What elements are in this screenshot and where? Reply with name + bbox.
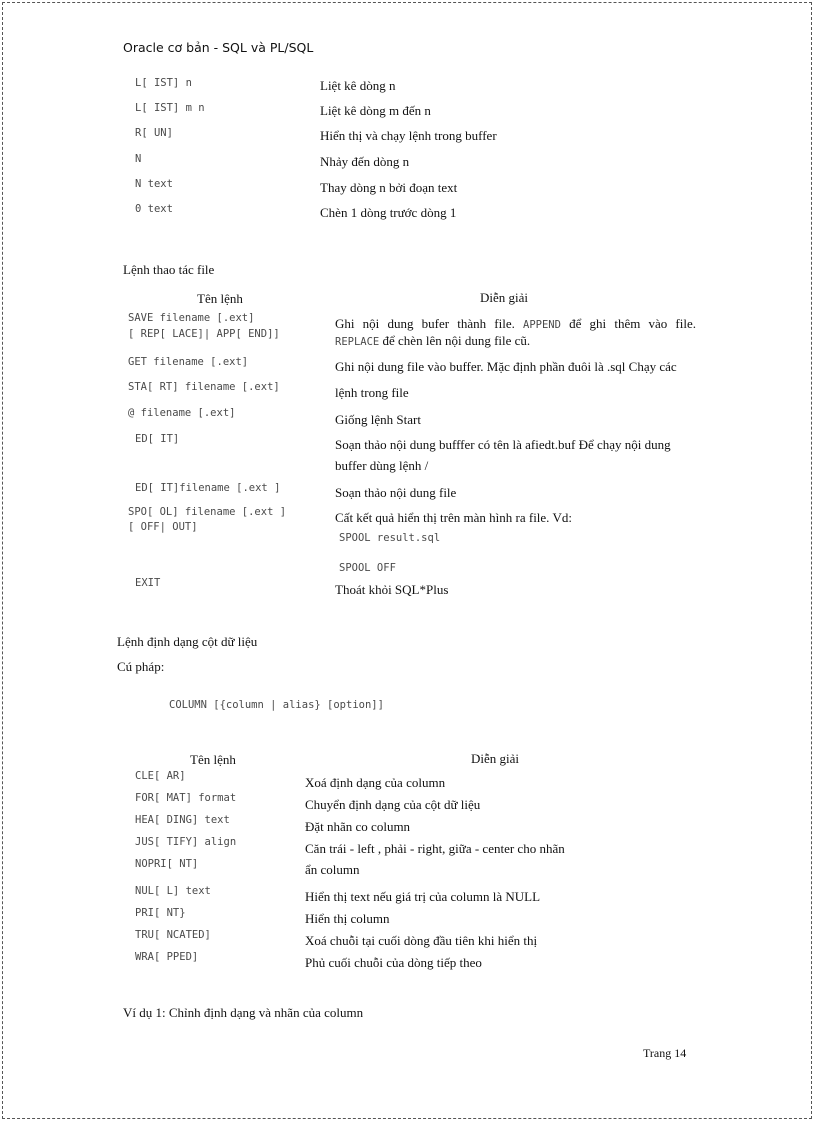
command-description: Hiển thị và chạy lệnh trong buffer [320, 128, 497, 143]
command-description: Ghi nội dung bufer thành file. APPEND để ghi thêm vào file. [335, 316, 697, 331]
command-name: SAVE filename [.ext] [128, 312, 255, 324]
command-name: N [135, 153, 142, 165]
command-name: HEA[ DING] text [135, 814, 230, 826]
command-description: Xoá chuỗi tại cuối dòng đầu tiên khi hiển thị [305, 933, 538, 948]
command-name: [ REP[ LACE]| APP[ END]] [128, 328, 280, 340]
column-header-description: Diễn giải [480, 290, 529, 305]
command-description: lệnh trong file [335, 385, 409, 400]
command-description: ẩn column [305, 862, 360, 877]
command-description: Chuyển định dạng của cột dữ liệu [305, 797, 481, 812]
syntax-label: Cú pháp: [117, 659, 165, 674]
command-description: Xoá định dạng của column [305, 775, 446, 790]
command-name: NOPRI[ NT] [135, 858, 199, 870]
code-example: SPOOL OFF [339, 562, 396, 574]
command-name: EXIT [135, 577, 161, 589]
command-description: Hiển thị text nếu giá trị của column là NULL [305, 889, 541, 904]
command-name: TRU[ NCATED] [135, 929, 211, 941]
command-description: Soạn thảo nội dung bufffer có tên là afiedt.buf Để chạy nội dung [335, 437, 671, 452]
command-name: ED[ IT]filename [.ext ] [135, 482, 281, 494]
command-name: 0 text [135, 203, 173, 215]
command-description: Thay dòng n bởi đoạn text [320, 180, 458, 195]
command-name: JUS[ TIFY] align [135, 836, 237, 848]
command-name: PRI[ NT} [135, 907, 186, 919]
command-name: GET filename [.ext] [128, 356, 249, 368]
page-header-title: Oracle cơ bản - SQL và PL/SQL [123, 40, 314, 55]
command-description: Giống lệnh Start [335, 412, 421, 427]
command-name: @ filename [.ext] [128, 407, 236, 419]
command-description: Ghi nội dung file vào buffer. Mặc định phần đuôi là .sql Chạy các [335, 359, 677, 374]
command-description: buffer dùng lệnh / [335, 458, 429, 473]
command-name: FOR[ MAT] format [135, 792, 237, 804]
code-example: SPOOL result.sql [339, 532, 441, 544]
column-header-name: Tên lệnh [197, 291, 243, 306]
command-description: Căn trái - left , phải - right, giữa - center cho nhãn [305, 841, 565, 856]
column-header-name: Tên lệnh [190, 752, 236, 767]
command-name: L[ IST] m n [135, 102, 205, 114]
command-description: Nhảy đến dòng n [320, 154, 410, 169]
command-description: Liệt kê dòng m đến n [320, 103, 431, 118]
command-name: WRA[ PPED] [135, 951, 199, 963]
command-description: Cất kết quả hiển thị trên màn hình ra file. Vd: [335, 510, 572, 525]
command-name: [ OFF| OUT] [128, 521, 198, 533]
command-description: Chèn 1 dòng trước dòng 1 [320, 205, 457, 220]
command-name: NUL[ L] text [135, 885, 211, 897]
command-description: REPLACE để chèn lên nội dung file cũ. [335, 333, 531, 348]
command-name: L[ IST] n [135, 77, 192, 89]
command-description: Hiển thị column [305, 911, 390, 926]
command-description: Liệt kê dòng n [320, 78, 396, 93]
command-description: Thoát khỏi SQL*Plus [335, 582, 449, 597]
command-name: N text [135, 178, 173, 190]
command-name: STA[ RT] filename [.ext] [128, 381, 280, 393]
section-heading-column: Lệnh định dạng cột dữ liệu [117, 634, 258, 649]
command-description: Phủ cuối chuỗi của dòng tiếp theo [305, 955, 482, 970]
command-name: SPO[ OL] filename [.ext ] [128, 506, 287, 518]
page-number: Trang 14 [643, 1046, 687, 1060]
command-description: Soạn thảo nội dung file [335, 485, 457, 500]
section-heading-file: Lệnh thao tác file [123, 262, 215, 277]
command-name: CLE[ AR] [135, 770, 186, 782]
example-heading: Ví dụ 1: Chỉnh định dạng và nhãn của column [123, 1005, 364, 1020]
command-name: ED[ IT] [135, 433, 180, 445]
column-header-description: Diễn giải [471, 751, 520, 766]
command-name: R[ UN] [135, 127, 173, 139]
command-description: Đặt nhãn co column [305, 819, 411, 834]
syntax-code: COLUMN [{column | alias} [option]] [169, 699, 384, 711]
